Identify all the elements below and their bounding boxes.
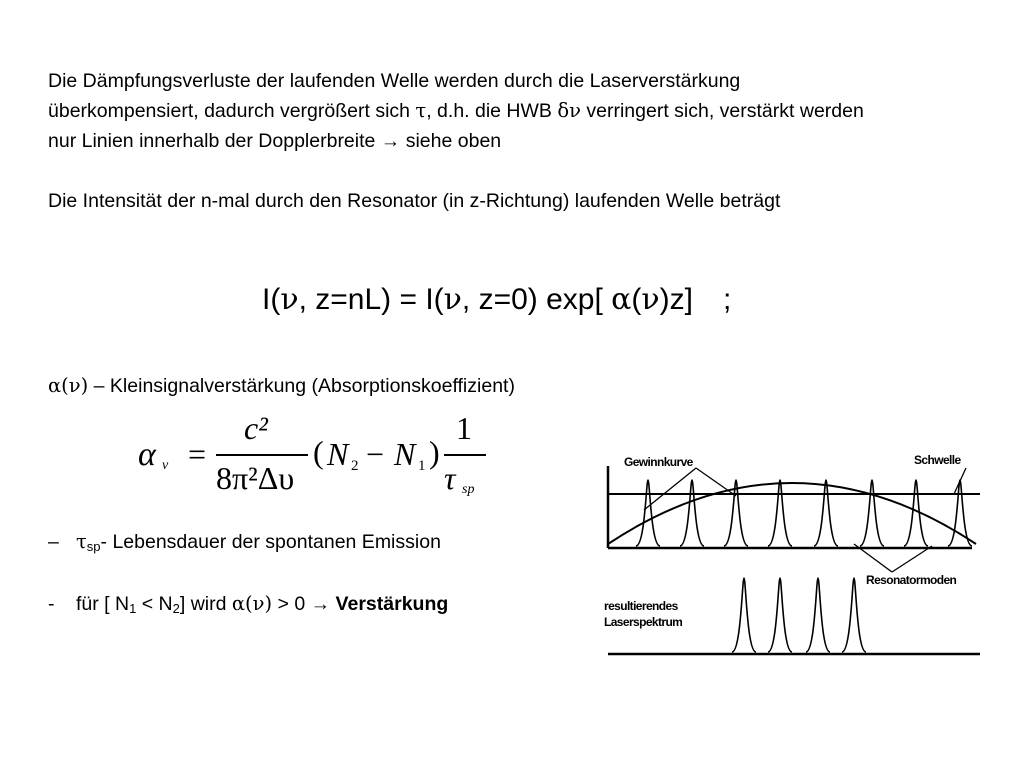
amplification-label: Verstärkung	[330, 593, 449, 615]
laser-spectrum-figure	[596, 436, 988, 666]
text-segment: verringert sich, verstärkt werden nur Linien innerhalb der Dopplerbreite	[48, 100, 864, 152]
intensity-paragraph: Die Intensität der n-mal durch den Resonator (in z-Richtung) laufenden Welle beträgt	[48, 190, 781, 212]
eq-part: , z=nL) = I(	[298, 283, 444, 316]
resonator-modes-label: Resonatormoden	[866, 573, 957, 587]
formula-N1-sub: 1	[418, 458, 426, 474]
formula-N2-sub: 2	[351, 458, 359, 474]
arrow-right-icon: →	[380, 130, 401, 152]
eq-semicolon: ;	[723, 283, 732, 316]
intro-paragraph	[48, 66, 878, 156]
formula-paren-open: (	[313, 434, 324, 470]
laser-spectrum-lines	[732, 578, 866, 652]
text-segment: siehe oben	[400, 130, 502, 152]
alpha-definition-text: – Kleinsignalverstärkung (Absorptionskoeffizient)	[88, 375, 515, 397]
text-segment: , d.h. die HWB	[426, 100, 558, 122]
bullet-text: für [ N	[76, 593, 130, 615]
delta-nu-symbol: δν	[557, 99, 581, 122]
spectrum-label-line2: Laserspektrum	[604, 615, 683, 629]
pointer-line	[954, 468, 966, 494]
eq-part: I(	[262, 283, 281, 316]
formula-numerator: c²	[244, 410, 268, 446]
eq-part: )z]	[659, 283, 693, 316]
threshold-label: Schwelle	[914, 453, 961, 467]
intensity-equation	[262, 282, 731, 317]
bullet-marker: -	[48, 593, 55, 615]
pointer-line	[696, 468, 736, 496]
alpha-definition	[48, 374, 515, 398]
bullet-text: ] wird	[179, 593, 232, 615]
tau-sub: sp	[86, 539, 101, 554]
gain-curve-label: Gewinnkurve	[624, 455, 693, 469]
formula-N1: N	[394, 436, 416, 472]
arrow-right-icon: →	[310, 593, 331, 615]
bullet-marker: –	[48, 531, 59, 553]
nu-symbol: ν	[641, 282, 660, 317]
formula-denominator: 8π²Δυ	[216, 460, 295, 496]
bullet-text: > 0	[272, 593, 311, 615]
nu-symbol: ν	[280, 282, 299, 317]
formula-paren-close: )	[429, 434, 440, 470]
nu-symbol: ν	[443, 282, 462, 317]
tau-symbol: τ	[76, 530, 87, 553]
alpha-nu-symbol: α(ν)	[48, 374, 89, 397]
alpha-nu-symbol: α(ν)	[231, 592, 273, 615]
spectrum-label-line1: resultierendes	[604, 599, 678, 613]
n1-sub: 1	[129, 601, 137, 616]
formula-one: 1	[456, 410, 472, 446]
bullet-lifetime	[48, 530, 441, 554]
fraction-bar	[216, 454, 308, 456]
bullet-text: - Lebensdauer der spontanen Emission	[100, 531, 441, 553]
eq-part: (	[631, 283, 642, 316]
formula-minus: −	[366, 436, 385, 472]
fraction-bar	[444, 454, 486, 456]
formula-alpha: α	[138, 436, 156, 473]
formula-equals: =	[188, 436, 207, 472]
n2-sub: 2	[172, 601, 180, 616]
alpha-symbol: α	[611, 282, 632, 317]
gain-curve	[608, 483, 976, 544]
formula-alpha-sub: ν	[162, 458, 169, 473]
formula-N2: N	[327, 436, 349, 472]
eq-part: , z=0) exp[	[461, 283, 612, 316]
bullet-amplification	[48, 592, 448, 616]
tau-symbol: τ	[415, 99, 427, 122]
pointer-line	[892, 546, 932, 572]
pointer-line	[644, 468, 696, 510]
bullet-text: < N	[136, 593, 173, 615]
text-segment: Die Dämpfungsverluste der laufenden Welle werden durch die Laserverstärkung überkompensiert, dadurch vergrößert sich	[48, 70, 741, 122]
formula-tau-sub: sp	[462, 482, 475, 497]
formula-tau: τ	[444, 460, 456, 496]
gain-coefficient-formula	[138, 410, 498, 502]
